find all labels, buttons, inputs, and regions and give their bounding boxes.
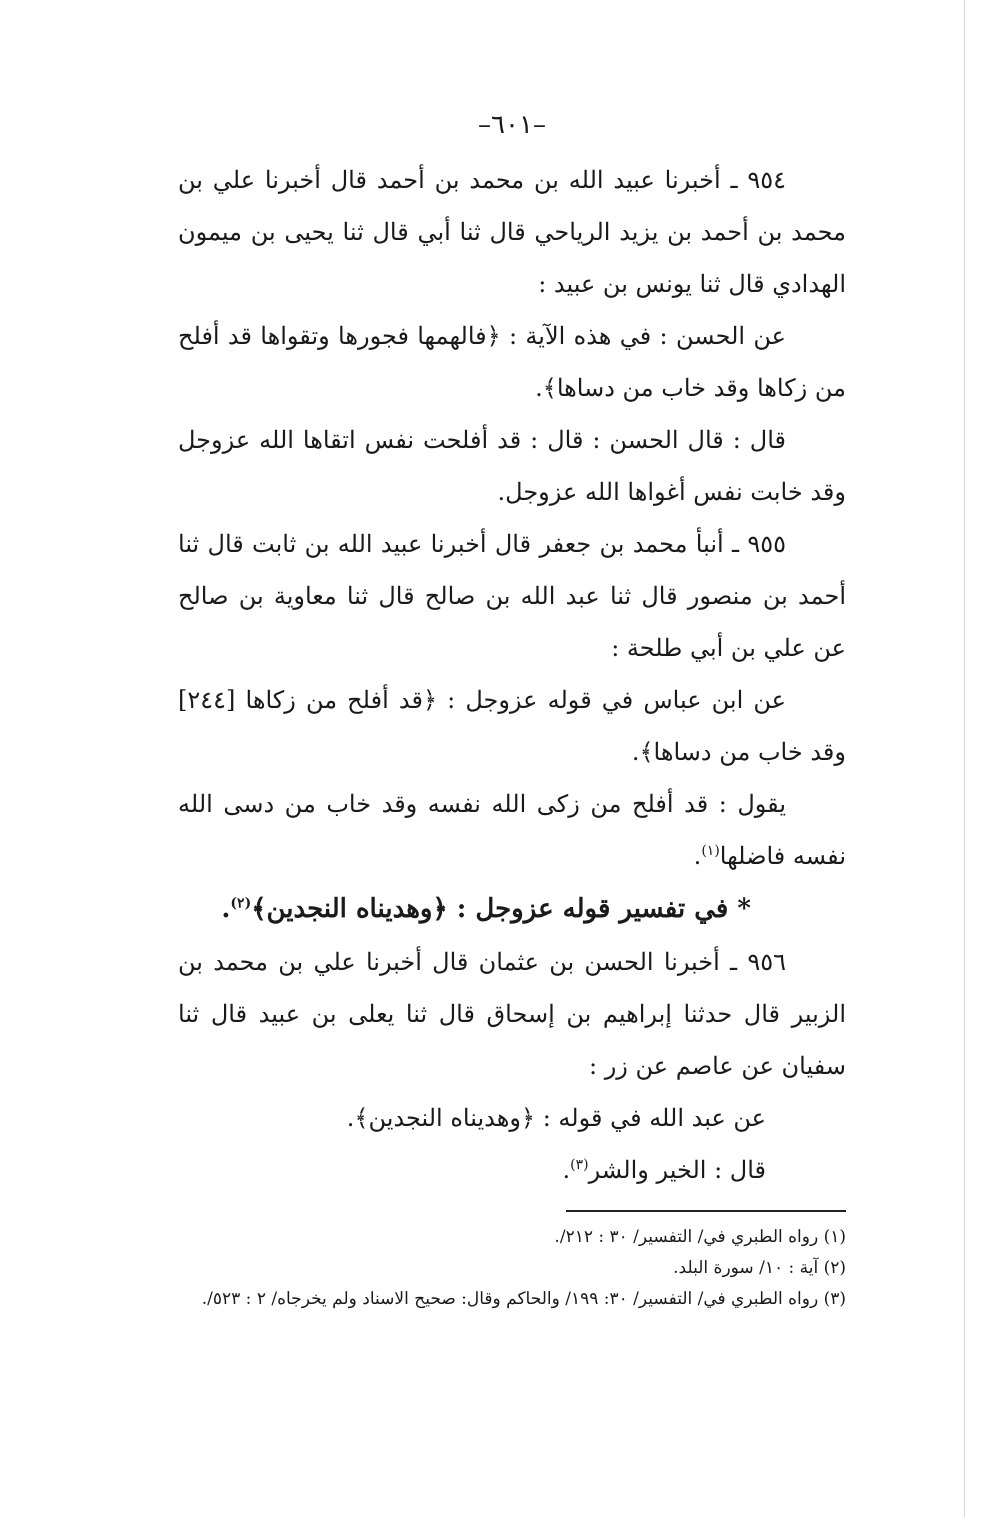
hadith-956-qawl-end: . (562, 1156, 571, 1184)
hadith-955-matn: عن ابن عباس في قوله عزوجل : ﴿قد أفلح من زكاها [٢٤٤] وقد خاب من دساها﴾. (178, 686, 846, 766)
page-number: –٦٠١– (478, 110, 546, 140)
section-heading-end: . (221, 894, 231, 924)
footnote-ref-2[interactable]: (٢) (230, 895, 252, 912)
hadith-954 (178, 154, 846, 518)
hadith-956 (178, 936, 846, 1196)
footnote-ref-1[interactable]: (١) (701, 843, 720, 859)
footnote-divider (566, 1210, 846, 1212)
footnote-2: (٢) آية : ١٠/ سورة البلد. (673, 1258, 846, 1278)
footnotes (178, 1222, 846, 1315)
section-heading-text: * في تفسير قوله عزوجل : ﴿وهديناه النجدين﴾ (251, 894, 751, 924)
footnote-ref-3[interactable]: (٣) (570, 1157, 589, 1173)
hadith-955-isnad: ٩٥٥ ـ أنبأ محمد بن جعفر قال أخبرنا عبيد الله بن ثابت قال ثنا أحمد بن منصور قال ثنا عبد الله بن صالح قال ثنا معاوية بن صالح عن علي بن أبي طلحة : (178, 530, 846, 662)
hadith-954-matn: عن الحسن : في هذه الآية : ﴿فالهمها فجورها وتقواها قد أفلح من زكاها وقد خاب من دساها﴾. (178, 322, 846, 402)
hadith-955-qawl (178, 778, 846, 882)
hadith-956-qawl (178, 1144, 846, 1196)
footnote-3: (٣) رواه الطبري في/ التفسير/ ٣٠: ١٩٩/ والحاكم وقال: صحيح الاسناد ولم يخرجاه/ ٢ : ٥٢٣/. (201, 1289, 846, 1309)
hadith-955-qawl-end: . (693, 842, 702, 870)
hadith-956-isnad: ٩٥٦ ـ أخبرنا الحسن بن عثمان قال أخبرنا علي بن محمد بن الزبير قال حدثنا إبراهيم بن إسحاق قال ثنا يعلى بن عبيد قال ثنا سفيان عن عاصم عن زر : (178, 948, 846, 1080)
document-page (178, 100, 846, 1315)
hadith-956-matn: عن عبد الله في قوله : ﴿وهديناه النجدين﴾. (346, 1104, 766, 1132)
page-edge-line (964, 0, 965, 1517)
footnote-1: (١) رواه الطبري في/ التفسير/ ٣٠ : ٢١٢/. (554, 1227, 846, 1247)
hadith-956-qawl-text: قال : الخير والشر (588, 1156, 766, 1184)
hadith-955 (178, 518, 846, 882)
hadith-955-qawl-text: يقول : قد أفلح من زكى الله نفسه وقد خاب من دسى الله نفسه فاضلها (178, 790, 846, 870)
hadith-954-qawl: قال : قال الحسن : قال : قد أفلحت نفس اتقاها الله عزوجل وقد خابت نفس أغواها الله عزوجل. (178, 426, 846, 506)
hadith-954-isnad: ٩٥٤ ـ أخبرنا عبيد الله بن محمد بن أحمد قال أخبرنا علي بن محمد بن أحمد بن يزيد الرياحي قال ثنا أبي قال ثنا يحيى بن ميمون الهدادي قال ثنا يونس بن عبيد : (178, 166, 846, 298)
section-heading (178, 882, 846, 936)
